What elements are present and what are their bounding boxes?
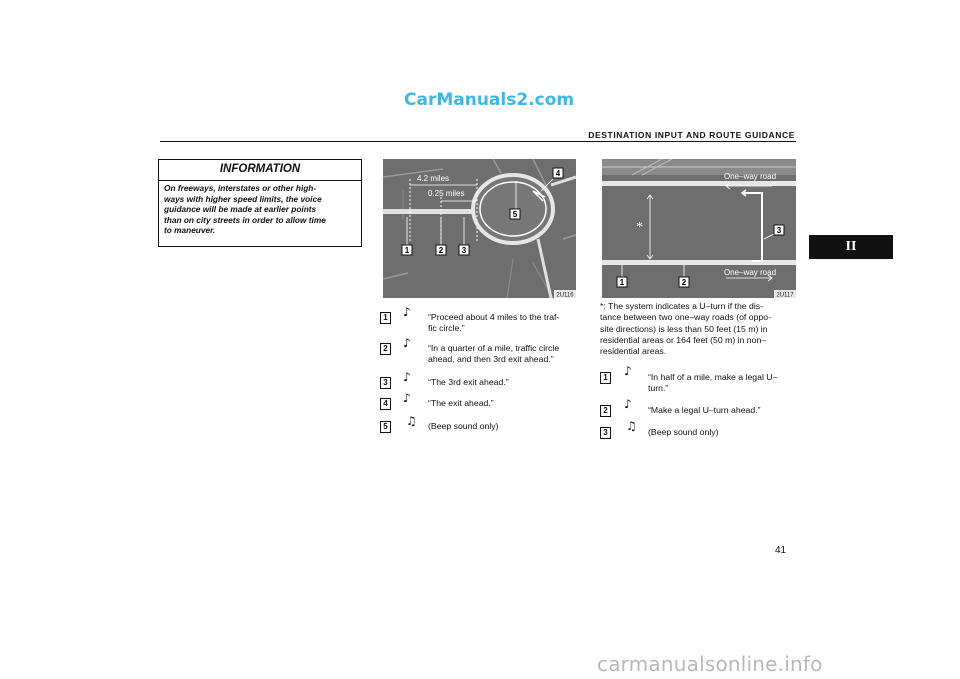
svg-text:1: 1 xyxy=(619,278,625,287)
road-top-label: One–way road xyxy=(724,172,777,181)
item-number-box: 2 xyxy=(600,405,611,417)
section-rule xyxy=(160,141,796,142)
item-number-box: 1 xyxy=(600,372,611,384)
page-number: 41 xyxy=(775,545,787,556)
one-way-road-map-graphic xyxy=(602,159,796,298)
information-box xyxy=(158,159,362,247)
svg-text:4: 4 xyxy=(555,169,561,178)
item-text: “The 3rd exit ahead.” xyxy=(428,377,509,387)
item-number-box: 3 xyxy=(380,377,391,389)
map1-marker-3 xyxy=(459,245,469,255)
section-title: DESTINATION INPUT AND ROUTE GUIDANCE xyxy=(588,130,795,140)
voice-note-icon: ♪ xyxy=(403,370,411,384)
watermark-top[interactable]: CarManuals2.com xyxy=(404,90,575,110)
chapter-tab[interactable]: II xyxy=(809,235,893,259)
information-line: ways with higher speed limits, the voice xyxy=(164,193,322,204)
watermark-bottom[interactable]: carmanualsonline.info xyxy=(597,652,823,676)
distance-near-label: 0.25 miles xyxy=(428,189,465,198)
map2-marker-1 xyxy=(617,277,627,287)
distance-far-label: 4.2 miles xyxy=(417,174,450,183)
one-way-road-map xyxy=(602,159,796,298)
map2-marker-2 xyxy=(679,277,689,287)
voice-note-icon: ♪ xyxy=(403,305,411,319)
map1-marker-2 xyxy=(436,245,446,255)
voice-note-icon: ♪ xyxy=(624,364,632,378)
item-text: “In half of a mile, make a legal U– turn.” xyxy=(648,372,778,393)
uturn-note-paragraph: *: The system indicates a U–turn if the dis- tance between two one–way roads (of oppo- site directions) is less than 50 feet (15 m) in residential areas or 164 feet (50 m) in non– residential areas. xyxy=(600,301,771,357)
item-text: “The exit ahead.” xyxy=(428,398,494,408)
item-text: (Beep sound only) xyxy=(648,427,719,437)
information-line: than on city streets in order to allow time xyxy=(164,214,326,225)
svg-text:2: 2 xyxy=(438,246,444,255)
svg-text:1: 1 xyxy=(404,246,410,255)
map1-code: 2U116 xyxy=(556,292,574,298)
item-number-box: 5 xyxy=(380,421,391,433)
item-number-box: 2 xyxy=(380,343,391,355)
information-line: guidance will be made at earlier points xyxy=(164,204,317,214)
information-divider xyxy=(159,180,361,181)
item-number-box: 3 xyxy=(600,427,611,439)
item-text: “In a quarter of a mile, traffic circle ahead, and then 3rd exit ahead.” xyxy=(428,343,560,364)
map1-marker-1 xyxy=(402,245,412,255)
svg-text:3: 3 xyxy=(461,246,467,255)
map2-marker-3 xyxy=(774,225,784,235)
item-text: “Make a legal U–turn ahead.” xyxy=(648,405,761,415)
item-number-box: 1 xyxy=(380,312,391,324)
traffic-circle-map xyxy=(383,159,576,298)
information-line: to maneuver. xyxy=(164,225,216,235)
map2-code: 2U117 xyxy=(776,292,794,298)
item-text: (Beep sound only) xyxy=(428,421,499,431)
asterisk-mark: * xyxy=(636,220,643,235)
information-title: INFORMATION xyxy=(219,163,301,175)
item-number-box: 4 xyxy=(380,398,391,410)
map1-marker-4 xyxy=(553,168,563,178)
svg-text:5: 5 xyxy=(512,210,518,219)
map1-marker-5 xyxy=(510,209,520,219)
voice-note-icon: ♪ xyxy=(403,391,411,405)
svg-text:3: 3 xyxy=(776,226,782,235)
voice-note-icon: ♪ xyxy=(624,397,632,411)
beep-notes-icon: ♫ xyxy=(626,419,637,433)
information-line: On freeways, interstates or other high- xyxy=(164,183,317,193)
traffic-circle-map-graphic xyxy=(383,159,576,298)
road-bottom-label: One–way road xyxy=(724,268,777,277)
svg-text:2: 2 xyxy=(681,278,687,287)
item-text: “Proceed about 4 miles to the traf- fic circle.” xyxy=(428,312,560,333)
beep-notes-icon: ♫ xyxy=(406,414,417,428)
information-text xyxy=(164,183,356,236)
voice-note-icon: ♪ xyxy=(403,336,411,350)
